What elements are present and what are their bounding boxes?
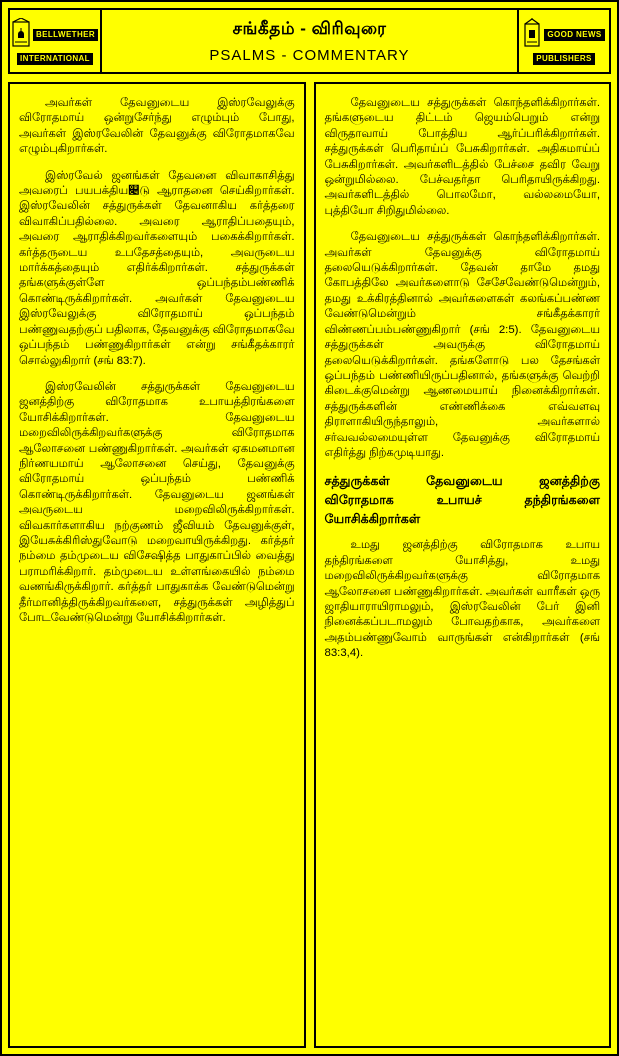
good-news-publishers-logo (517, 10, 609, 72)
paragraph: இஸ்ரவேல் ஜனங்கள் தேவனை விவாகாசித்து அவரைப் பயபக்திய௄டு ஆராதனை செய்கிறார்கள். இஸ்ரவேலின் சத்துருக்கள் தேவனாகிய கர்த்தரை விவாகிப்பதில்லை. அவரை ஆராதிப்பதையும், அவரை ஆராதிக்கிறவர்களையும் பகைக்கிறார்கள். கர்த்தருடைய உபதேசத்தையும், அவருடைய மார்க்கத்தையும் எதிர்க்கிறார்கள். சத்துருக்கள் தங்களுக்குள்ளே ஒப்பந்தம்பண்ணிக் கொண்டிருக்கிறார்கள். அவர்கள் தேவனுடைய இஸ்ரவேலுக்கு விரோதமாய் ஒப்பந்தம் பண்ணுவதற்குப் பதிலாக, தேவனுக்கு விரோதமாகவே ஒப்பந்தம் பண்ணுகிறார்கள் என்று சங்கீதக்காரர் சொல்லுகிறார் (சங் 83:7). (19, 169, 295, 367)
right-column (314, 82, 612, 1048)
good-news-label-top: GOOD NEWS (544, 29, 604, 41)
section-subheading: சத்துருக்கள் தேவனுடைய ஜனத்திற்கு விரோதமாக உபாயச் தந்திரங்களை யோசிக்கிறார்கள் (324, 474, 600, 527)
paragraph: தேவனுடைய சத்துருக்கள் கொந்தளிக்கிறார்கள். தங்களுடைய திட்டம் ஜெயம்பெறும் என்று விருதாவாய் போத்திய ஆர்ப்பரிக்கிறார்கள். சத்துருக்கள் பெரிதாய்ப் பேசுகிறார்கள். அதிகமாய்ப் பேசுகிறார்கள். அவர்களிடத்தில் பேச்சை தவிர வேறு ஒன்றுமில்லை. பேச்வதர்தா பெரிதாயிருக்கிறது. அவர்களிடத்தில் பொலமோ, வல்லமையோ, புத்தியோ சிறிதுமில்லை. (324, 97, 600, 217)
paragraph: அவர்கள் தேவனுடைய இஸ்ரவேலுக்கு விரோதமாய் ஒன்றுசேர்ந்து எழும்பும் போது, அவர்கள் இஸ்ரவேலின் தேவனுக்கு விரோதமாகவே எழும்புகிறார்கள். (19, 97, 295, 156)
commentary-body (8, 82, 611, 1048)
paragraph: உமது ஜனத்திற்கு விரோதமாக உபாய தந்திரங்களை யோசித்து, உமது மறைவிலிருக்கிறவர்களுக்கு விரோதமாக ஆலோசனை பண்ணுகிறார்கள். அவர்கள் வாரீகள் ஒரு ஜாதியாராயிராமலும், இஸ்ரவேலின் பேர் இனி நினைக்கப்படாமலும் போவதற்காக, அவர்களை அதம்பண்ணுவோம் வாருங்கள் என்கிறார்கள் (சங் 83:3,4). (324, 539, 600, 660)
page-title-tamil: சங்கீதம் - விரிவுரை (232, 18, 387, 38)
paragraph: இஸ்ரவேலின் சத்துருக்கள் தேவனுடைய ஜனத்திற்கு விரோதமாக உபாயத்திரங்களை யோசிக்கிறார்கள். தேவனுடைய மறைவிலிருக்கிறவர்களுக்கு விரோதமாக ஆலோசனை பண்ணுகிறார்கள். அவர்கள் ஏகமனமான நிர்ணயமாய் ஆலோசனை செய்து, தேவனுக்கு விரோதமாய் ஒப்பந்தம் பண்ணிக் கொண்டிருக்கிறார்கள். தேவனுடைய ஜனங்கள் அவருடைய மறைவிலிருக்கிறார்கள். விவகார்களாகிய நற்குணம் ஜீவியம் தேவனுக்குள், இயேசுக்கிரிஸ்துவோடு மறைவாயிருக்கிறது. கர்த்தர் நம்மை தம்முடைய விசேஷித்த பாதுகாப்பில் வைத்து பராமரிக்கிறார். தம்முடைய உள்ளங்கையில் நம்மை வணங்கிருக்கிறார். கர்த்தர் பாதுகாக்க வேண்டுமென்று தீர்மானித்திருக்கிறவர்களை, சத்துருக்கள் அழித்துப் போடவேண்டுமென்று யோசிக்கிறார்கள். (19, 380, 295, 624)
bellwether-label-bottom: INTERNATIONAL (17, 53, 93, 65)
page-header (8, 8, 611, 74)
header-title-block (102, 10, 517, 72)
church-tower-icon (523, 18, 541, 53)
left-column (8, 82, 306, 1048)
good-news-logo-row (521, 18, 607, 53)
paragraph: தேவனுடைய சத்துருக்கள் கொந்தளிக்கிறார்கள். அவர்கள் தேவனுக்கு விரோதமாய் தலையெடுக்கிறார்கள். தேவன் தாமே தமது கோபத்திலே அவர்களைாடு சேசேவேண்டுமென்றும், தமது உக்கிரத்தினால் அவர்களைகள் கலங்கப்பண்ண வேண்டுமென்றும் சங்கீதக்காரர் விண்ணப்பம்பண்ணுகிறார் (சங் 2:5). தேவனுடைய சத்துருக்கள் அவருக்கு விரோதமாய் தலையெடுக்கிறார்கள். தங்களோடு பல தேசங்கள் ஒப்பந்தம் பண்ணியிருப்பதினால், தங்களுக்கு வெற்றி கிடைக்குமென்று ஆணமையாய் நினைக்கிறார்கள். சத்துருக்களின் எண்ணிக்கை எவ்வளவு திராளாகியிருந்தாலும், அவர்களால் சர்வவல்லமையுள்ள தேவனுக்கு விரோதமாய் எதிர்த்து நிற்கமுடியாது. (324, 231, 600, 459)
bellwether-label-top: BELLWETHER (33, 29, 98, 41)
bellwether-international-logo (10, 10, 102, 72)
bell-tower-icon (12, 18, 30, 53)
bellwether-logo-row (12, 18, 98, 53)
good-news-label-bottom: PUBLISHERS (533, 53, 595, 65)
page-title-english: PSALMS - COMMENTARY (209, 46, 410, 64)
